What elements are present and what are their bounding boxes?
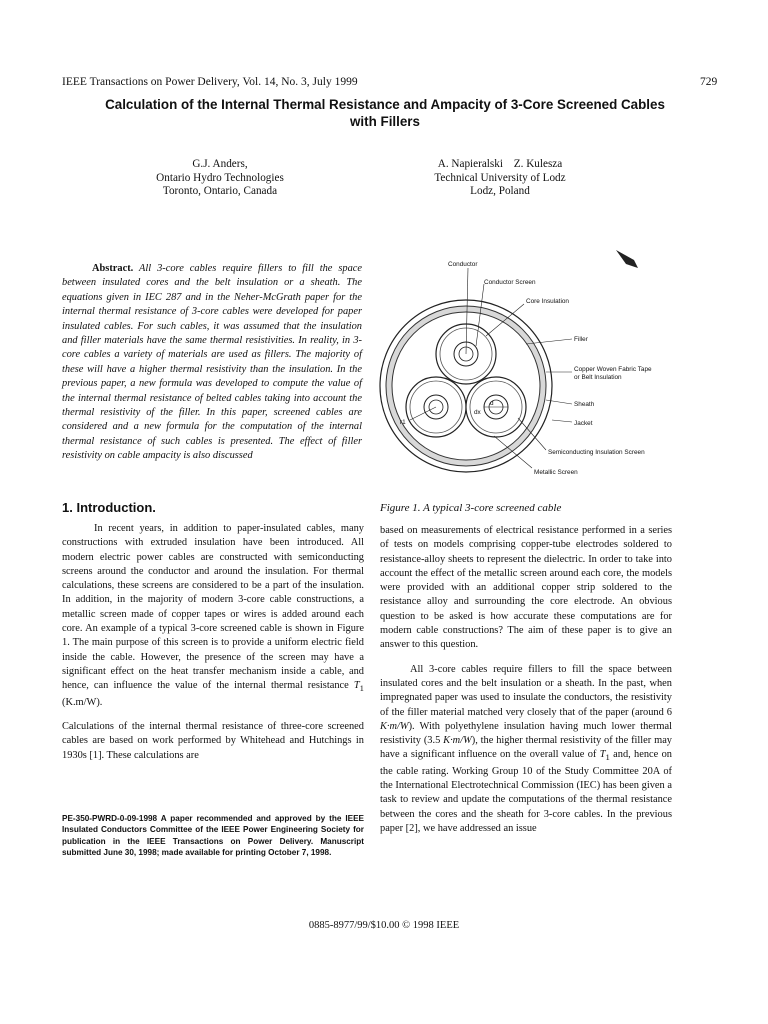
author-name: G.J. Anders, xyxy=(192,158,248,170)
unit: K·m/W xyxy=(380,720,409,732)
author-name: A. Napieralski xyxy=(437,158,503,170)
journal-header: IEEE Transactions on Power Delivery, Vol. 14, No. 3, July 1999 xyxy=(62,76,358,88)
paragraph: based on measurements of electrical resistance performed in a series of tests on models comprising copper-tube electrodes soldered to resistance-alloy sheets to represent the dielectric. In order to take into account the effect of the metallic screen around each core, the models were provided with an additional copper strip soldered to the resistance alloy and surrounding the core electrode. An obvious question to be asked is how accurate these computations are for modern cable constructions? The aim of these paper is to give an answer to this question. xyxy=(380,525,672,651)
paragraph-text: ), the higher thermal resistivity of the filler may have a significant influence on the overall value of xyxy=(380,735,673,761)
label-conductor: Conductor xyxy=(448,261,478,268)
paper-title xyxy=(40,96,730,130)
scan-artifact-mark xyxy=(612,240,642,270)
title-line-1: Calculation of the Internal Thermal Resistance and Ampacity of 3-Core Screened Cables xyxy=(105,97,665,112)
author-location: Toronto, Ontario, Canada xyxy=(162,185,278,197)
abstract xyxy=(62,262,362,464)
paragraph-text: In recent years, in addition to paper-insulated cables, many constructions with extruded insulation have been introduced. All modern electric power cables are constructed with semiconducting screens around the conductor and around the insulation. For thermal calculations, these screens are considered to be a part of the insulation. In addition, in the majority of modern 3-core cable constructions, a metallic screen made of copper tapes or wires is added around each core. An example of a typical 3-core screened cable is shown in Figure 1. The main purpose of this screen is to provide a uniform electric field inside the cable. However, the presence of the screen may have a significant effect on the heat transfer mechanism inside a cable, and hence, can influence the value of the internal thermal resistance xyxy=(62,523,364,692)
footnote: PE-350-PWRD-0-09-1998 A paper recommended and approved by the IEEE Insulated Conductors Committee of the IEEE Power Engineering Society for publication in the IEEE Transactions on Power Delivery. Manuscript submitted June 30, 1998; made available for printing October 7, 1998. xyxy=(62,814,364,858)
label-jacket: Jacket xyxy=(574,420,593,427)
unit: (K.m/W). xyxy=(62,696,103,708)
subscript: 1 xyxy=(605,752,610,763)
symbol: T xyxy=(599,749,606,761)
abstract-text: All 3-core cables require fillers to fill the space between insulated cores and the belt insulation or a sheath. The equations given in IEC 287 and in the Neher-McGrath paper for the internal thermal resistance of 3-core cables were developed for paper insulated cables. For such cables, it was assumed that the insulation and filler materials have the same thermal resistivities. In reality, in 3-core cables a variety of materials are used as fillers. The majority of these will have a higher thermal resistivity than the insulation. In the previous paper, a new formula was developed to compute the value of the internal thermal resistance of belted cables taking into account the thermal resistivity of the filler. In this paper, screened cables are considered and a new formula for the computation of the internal thermal resistance of such cables is presented. The effect of filler resistivity on cable ampacity is also discussed xyxy=(62,263,362,462)
symbol: T xyxy=(353,680,360,692)
author-affiliation: Ontario Hydro Technologies xyxy=(156,171,284,184)
label-copper-tape: Copper Woven Fabric Tape xyxy=(574,366,652,373)
author-location: Lodz, Poland xyxy=(470,185,530,197)
cable-cross-section-figure xyxy=(376,254,706,484)
title-line-2: with Fillers xyxy=(350,114,420,129)
label-belt-insulation: or Belt Insulation xyxy=(574,374,622,381)
label-r1: r1 xyxy=(400,419,406,426)
label-dx: dx xyxy=(474,409,481,416)
right-column-body xyxy=(380,524,672,846)
paragraph-text: All 3-core cables require fillers to fill the space between insulated cores and the belt insulation or a sheath. In the past, when impregnated paper was used to insulate the conductors, the resistivity of the filler material matched very closely that of the paper (around 6 xyxy=(380,663,672,718)
page-number: 729 xyxy=(700,76,718,88)
label-sheath: Sheath xyxy=(574,401,595,408)
paragraph-text: ). With polyethylene insulation having much lower thermal resistivity (3.5 xyxy=(380,720,672,747)
author-name: Z. Kulesza xyxy=(513,158,563,170)
author-block-1 xyxy=(110,158,330,199)
label-metallic-screen: Metallic Screen xyxy=(534,469,578,476)
author-block-2 xyxy=(380,158,620,199)
label-d: d xyxy=(490,400,494,407)
subscript: 1 xyxy=(359,683,364,694)
left-column-body xyxy=(62,522,364,773)
paragraph xyxy=(380,663,672,837)
unit: K·m/W xyxy=(443,735,472,747)
section-heading: 1. Introduction. xyxy=(62,500,156,515)
copyright-footer: 0885-8977/99/$10.00 © 1998 IEEE xyxy=(308,920,460,931)
paragraph xyxy=(62,522,364,710)
abstract-label: Abstract. xyxy=(92,263,134,274)
author-affiliation: Technical University of Lodz xyxy=(434,171,566,184)
label-core-insulation: Core Insulation xyxy=(526,298,569,305)
figure-caption: Figure 1. A typical 3-core screened cable xyxy=(380,502,562,514)
label-filler: Filler xyxy=(574,336,588,343)
author-names xyxy=(380,158,620,172)
label-semicon-screen: Semiconducting Insulation Screen xyxy=(548,449,645,456)
paragraph: Calculations of the internal thermal resistance of three-core screened cables are based on work performed by Whitehead and Hutchings in 1930s [1]. These calculations are xyxy=(62,720,364,761)
label-conductor-screen: Conductor Screen xyxy=(484,279,536,286)
paragraph-text: and, hence on the cable rating. Working Group 10 of the Study Committee 20A of the International Electrotechnical Commission (IEC) has been given a task to review and update the computations of the thermal resistance between the cores and the sheath for 3-core cables. In the previous paper [2], we have addressed an issue xyxy=(380,749,672,835)
